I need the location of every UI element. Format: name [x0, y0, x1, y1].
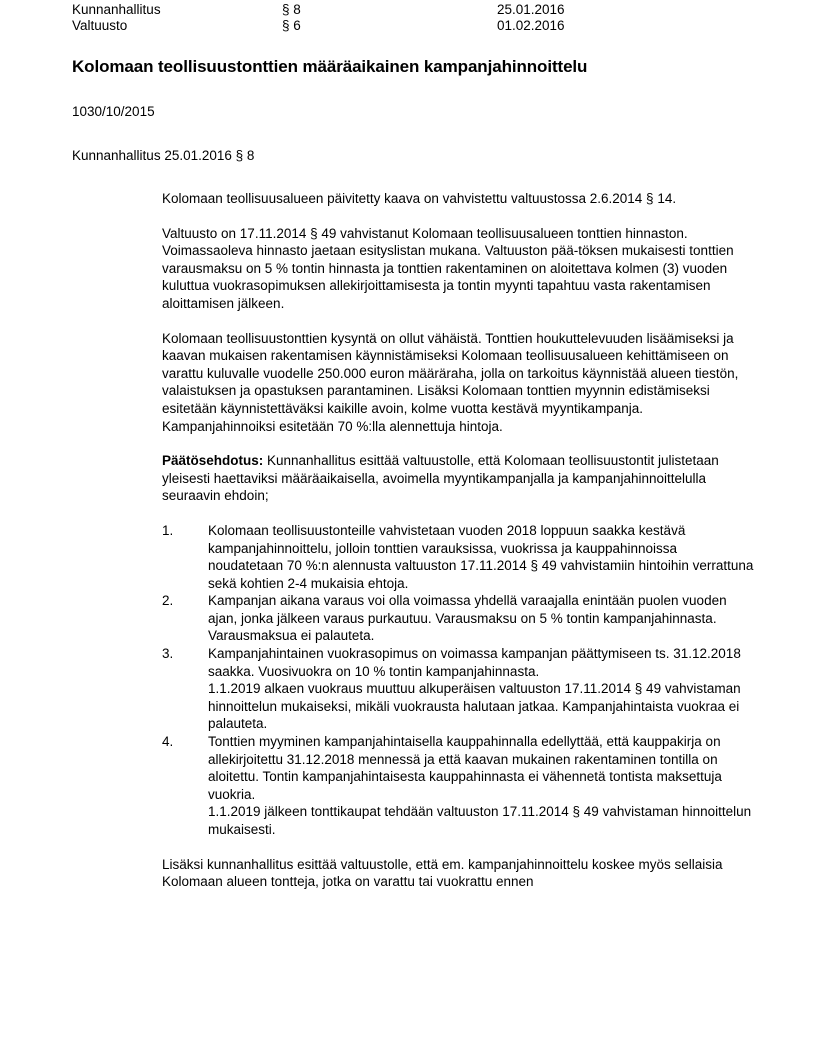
- list-item: [162, 733, 754, 839]
- list-item: [162, 645, 754, 733]
- page-title: Kolomaan teollisuustonttien määräaikainen kampanjahinnoittelu: [72, 57, 588, 76]
- meta-date: 25.01.2016: [497, 2, 565, 17]
- list-item-number: 1.: [162, 522, 174, 538]
- closing-paragraph: Lisäksi kunnanhallitus esittää valtuustolle, että em. kampanjahinnoittelu koskee myös sellaisia Kolomaan alueen tontteja, jotka on varattu tai vuokrattu ennen: [162, 856, 723, 890]
- list-item-subtext: 1.1.2019 jälkeen tonttikaupat tehdään valtuuston 17.11.2014 § 49 vahvistaman hinnoittelun mukaisesti.: [208, 804, 752, 837]
- agenda-reference: Kunnanhallitus 25.01.2016 § 8: [72, 148, 255, 163]
- proposal-text: Kunnanhallitus esittää valtuustolle, että Kolomaan teollisuustontit julistetaan yleisesti haettaviksi määräaikaisella, avoimella myyntikampanjalla ja kampanjahinnoittelulla seuraavin ehdoin;: [162, 453, 719, 504]
- list-item-text: Tonttien myyminen kampanjahintaisella kauppahinnalla edellyttää, että kauppakirja on allekirjoitettu 31.12.2018 mennessä ja että kaavan mukainen rakentaminen tontilla on aloitettu. Tontin kampanjahintaisesta kauppahinnasta ei vähennetä tontista maksettuja vuokria.: [208, 734, 722, 802]
- meta-date: 01.02.2016: [497, 18, 565, 33]
- meta-section-number: § 6: [282, 18, 301, 33]
- list-item: [162, 522, 754, 592]
- document-body: [162, 190, 754, 891]
- list-item-text: Kolomaan teollisuustonteille vahvistetaan vuoden 2018 loppuun saakka kestävä kampanjahinnoittelu, jolloin tonttien varauksissa, vuokrissa ja kauppahinnoissa noudatetaan 70 %:n alennusta valtuuston 17.11.2014 § 49 vahvistamiin hintoihin verrattuna sekä kohtien 2-4 mukaisia ehtoja.: [208, 522, 754, 591]
- meeting-meta-body: [72, 2, 754, 34]
- proposal-paragraph: [162, 452, 754, 505]
- paragraph-1: Kolomaan teollisuusalueen päivitetty kaava on vahvistettu valtuustossa 2.6.2014 § 14.: [162, 191, 677, 206]
- table-row: [72, 18, 754, 34]
- list-item-number: 2.: [162, 593, 174, 609]
- paragraph-2: Valtuusto on 17.11.2014 § 49 vahvistanut Kolomaan teollisuusalueen tonttien hinnaston. Voimassaoleva hinnasto jaetaan esityslistan mukana. Valtuuston pää-töksen mukaisesti tonttien varausmaksu on 5 % tontin hinnasta ja tonttien rakentaminen on aloitettava kolmen (3) vuoden kuluttua vuokrasopimuksen allekirjoittamisesta ja tontin myynti tapahtuu vasta rakentamisen aloittamisen jälkeen.: [162, 225, 734, 311]
- document-page: [0, 2, 816, 1058]
- document-id: 1030/10/2015: [72, 104, 155, 119]
- list-item-number: 4.: [162, 734, 174, 750]
- list-item: [162, 592, 754, 645]
- list-item-subtext: 1.1.2019 alkaen vuokraus muuttuu alkuperäisen valtuuston 17.11.2014 § 49 vahvistaman hinnoittelun mukaiseksi, mikäli vuokrausta halutaan jatkaa. Kampanjahintaista vuokraa ei palauteta.: [208, 681, 741, 732]
- list-item-number: 3.: [162, 646, 174, 662]
- meta-section-number: § 8: [282, 2, 301, 17]
- list-item-text: Kampanjan aikana varaus voi olla voimassa yhdellä varaajalla enintään puolen vuoden ajan, jonka jälkeen varaus purkautuu. Varausmaksu on 5 % tontin kampanjahinnasta. Varausmaksua ei palauteta.: [208, 593, 727, 644]
- table-row: [72, 2, 754, 18]
- conditions-list: [162, 522, 754, 839]
- proposal-label: Päätösehdotus:: [162, 453, 264, 469]
- paragraph-3: Kolomaan teollisuustonttien kysyntä on ollut vähäistä. Tonttien houkuttelevuuden lisäämiseksi ja kaavan mukaisen rakentamisen käynnistämiseksi Kolomaan teollisuusalueen kehittämiseen on varattu kuluvalle vuodelle 250.000 euron määräraha, jolla on tarkoitus käynnistää alueen tiestön, valaistuksen ja opastuksen parantaminen. Lisäksi Kolomaan tonttien myynnin edistämiseksi esitetään käynnistettäväksi kaikille avoin, kolme vuotta kestävä myyntikampanja. Kampanjahinnoiksi esitetään 70 %:lla alennettuja hintoja.: [162, 330, 739, 434]
- meta-body-name: Valtuusto: [72, 18, 128, 33]
- list-item-text: Kampanjahintainen vuokrasopimus on voimassa kampanjan päättymiseen ts. 31.12.2018 saakka. Vuosivuokra on 10 % tontin kampanjahinnasta.: [208, 646, 741, 679]
- meta-body-name: Kunnanhallitus: [72, 2, 161, 17]
- meeting-meta-table: [72, 2, 754, 34]
